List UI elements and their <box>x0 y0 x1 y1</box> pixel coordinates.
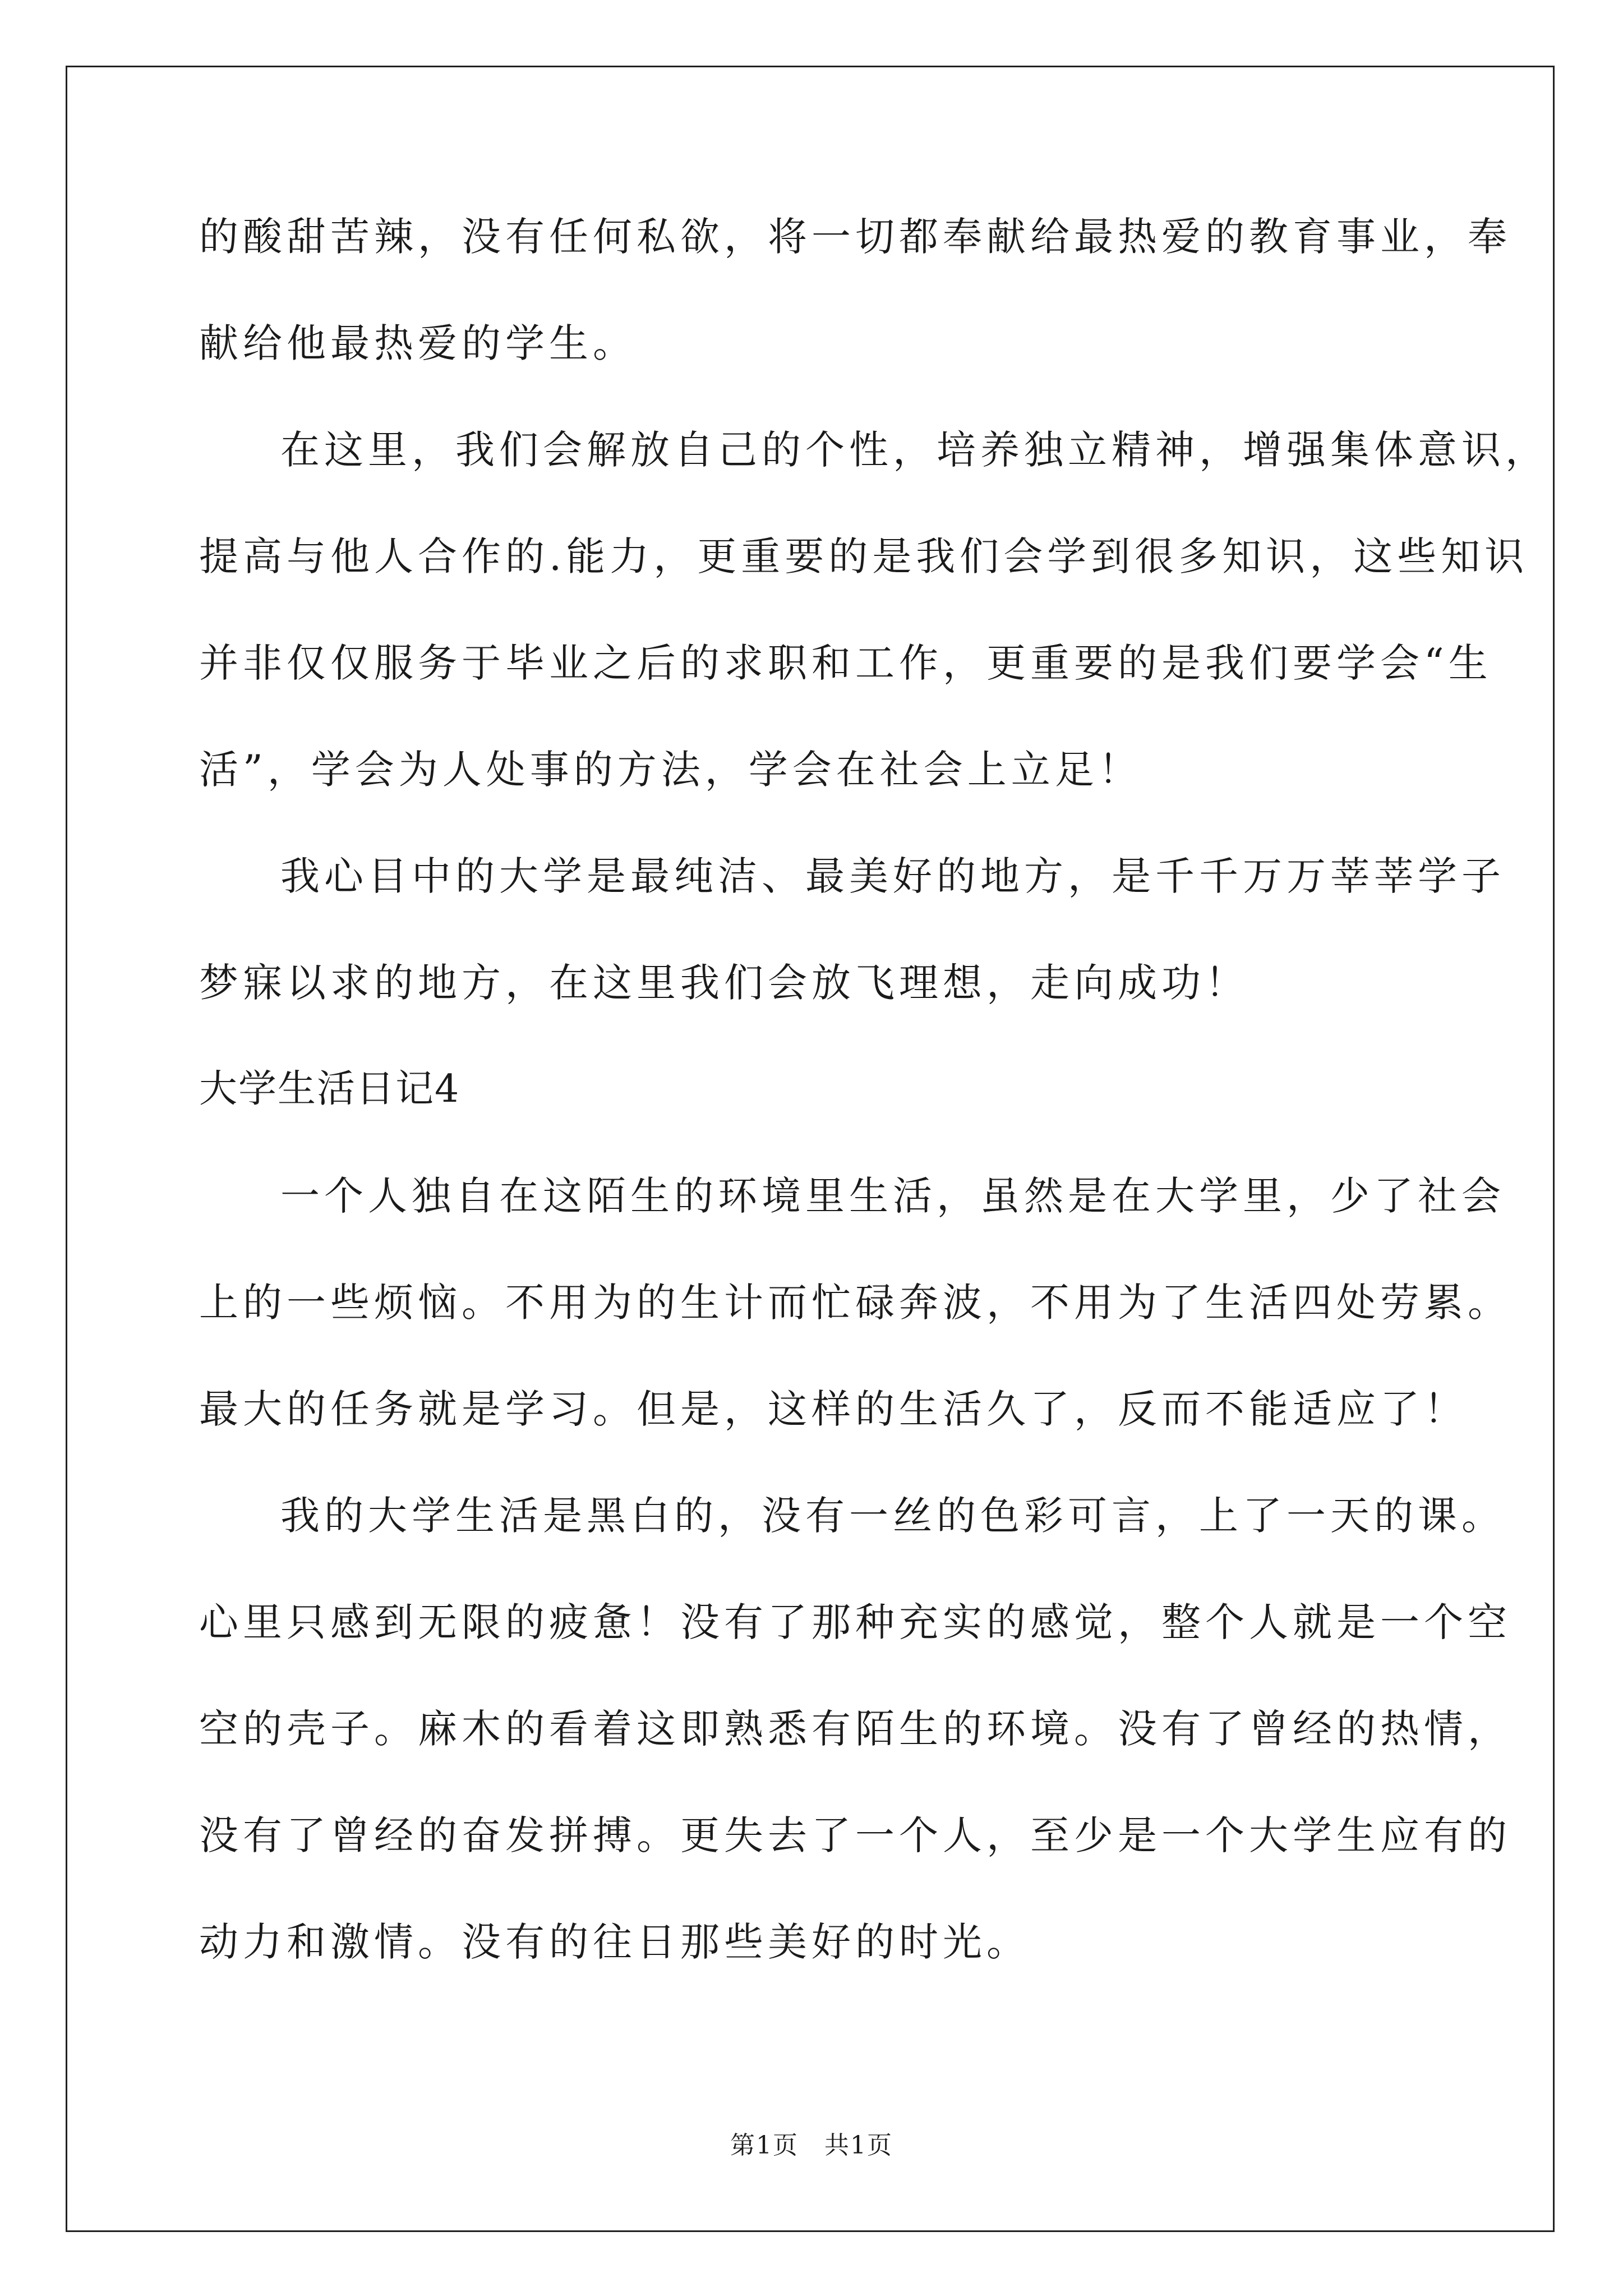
text-line: 在这里，我们会解放自己的个性，培养独立精神，增强集体意识， <box>280 427 1549 473</box>
page-number: 第1页 共1页 <box>730 2131 893 2160</box>
text-line: 最大的任务就是学习。但是，这样的生活久了，反而不能适应了！ <box>199 1386 1468 1432</box>
section-title: 大学生活日记4 <box>199 1067 460 1111</box>
text-line: 并非仅仅服务于毕业之后的求职和工作，更重要的是我们要学会“生 <box>199 640 1492 686</box>
text-line: 没有了曾经的奋发拼搏。更失去了一个人，至少是一个大学生应有的 <box>199 1812 1511 1858</box>
text-line: 梦寐以求的地方，在这里我们会放飞理想，走向成功！ <box>199 960 1249 1006</box>
text-line: 我的大学生活是黑白的，没有一丝的色彩可言，上了一天的课。 <box>280 1493 1505 1539</box>
document-body <box>199 209 1549 2021</box>
text-line: 献给他最热爱的学生。 <box>199 320 637 366</box>
text-line: 活”，学会为人处事的方法，学会在社会上立足！ <box>199 747 1142 793</box>
text-line: 一个人独自在这陌生的环境里生活，虽然是在大学里，少了社会 <box>280 1173 1505 1219</box>
text-line: 我心目中的大学是最纯洁、最美好的地方，是千千万万莘莘学子 <box>280 853 1505 899</box>
text-line: 动力和激情。没有的往日那些美好的时光。 <box>199 1919 1030 1965</box>
text-line: 的酸甜苦辣，没有任何私欲，将一切都奉献给最热爱的教育事业，奉 <box>199 214 1511 260</box>
text-line: 上的一些烦恼。不用为的生计而忙碌奔波，不用为了生活四处劳累。 <box>199 1280 1511 1326</box>
text-line: 心里只感到无限的疲惫！没有了那种充实的感觉，整个人就是一个空 <box>199 1599 1511 1645</box>
text-line: 空的壳子。麻木的看着这即熟悉有陌生的环境。没有了曾经的热情， <box>199 1706 1511 1752</box>
text-line: 提高与他人合作的.能力，更重要的是我们会学到很多知识，这些知识 <box>199 533 1529 579</box>
